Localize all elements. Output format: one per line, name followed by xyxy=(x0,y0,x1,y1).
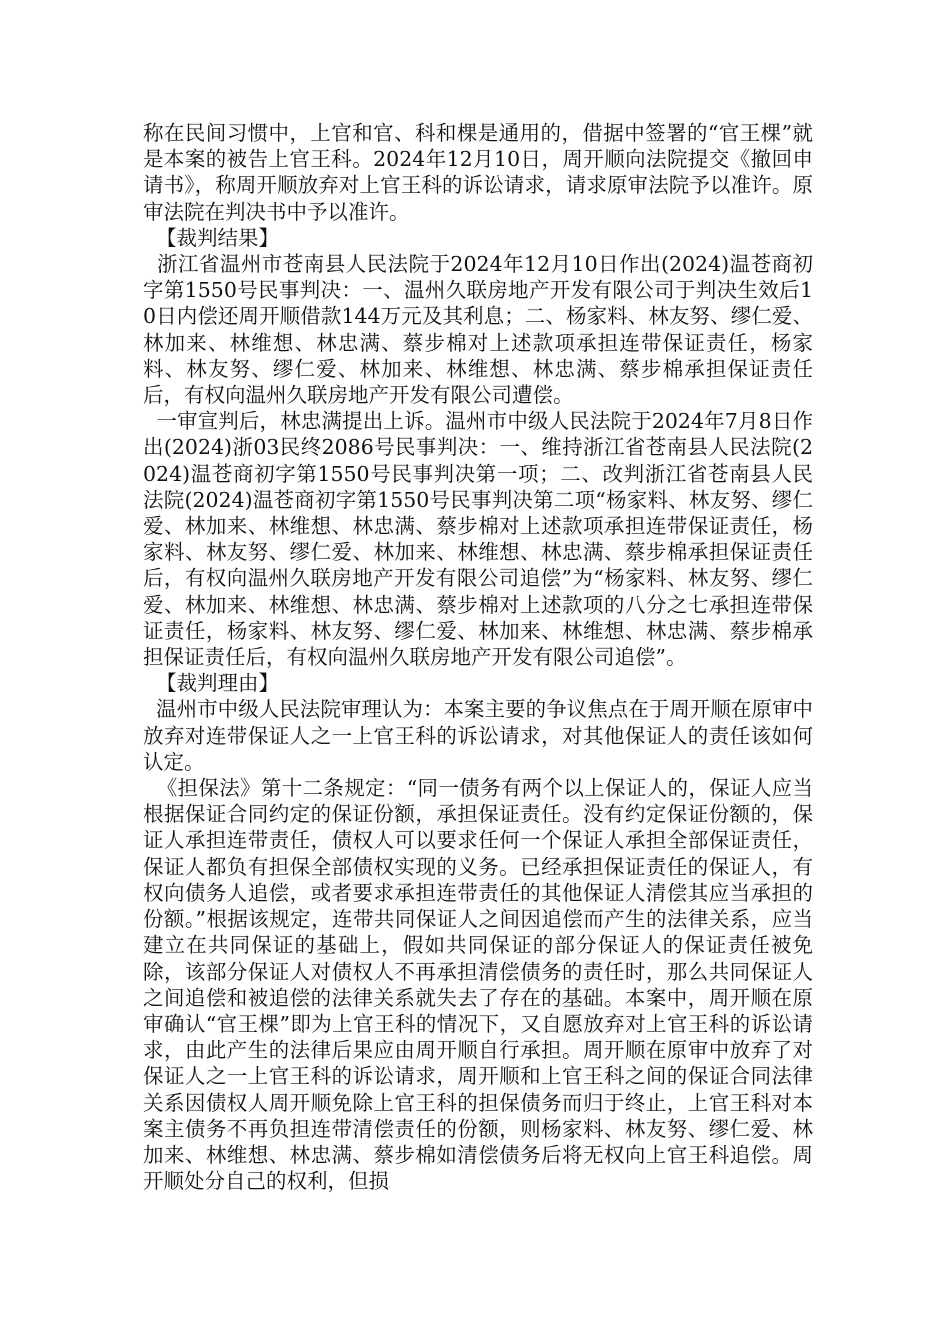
paragraph-court-view: 温州市中级人民法院审理认为：本案主要的争议焦点在于周开顺在原审中放弃对连带保证人之一上官王科的诉讼请求，对其他保证人的责任该如何认定。 xyxy=(143,697,813,774)
paragraph-appeal: 一审宣判后，林忠满提出上诉。温州市中级人民法院于2024年7月8日作出(2024)浙03民终2086号民事判决：一、维持浙江省苍南县人民法院(2024)温苍商初字第1550号民事判决第一项；二、改判浙江省苍南县人民法院(2024)温苍商初字第1550号民事判决第二项“杨家料、林友努、缪仁爱、林加来、林维想、林忠满、蔡步棉对上述款项承担连带保证责任，杨家料、林友努、缪仁爱、林加来、林维想、林忠满、蔡步棉承担保证责任后，有权向温州久联房地产开发有限公司追偿”为“杨家料、林友努、缪仁爱、林加来、林维想、林忠满、蔡步棉对上述款项的八分之七承担连带保证责任，杨家料、林友努、缪仁爱、林加来、林维想、林忠满、蔡步棉承担保证责任后，有权向温州久联房地产开发有限公司追偿”。 xyxy=(143,409,813,670)
heading-judgment-reason: 【裁判理由】 xyxy=(143,671,280,696)
heading-judgment-result: 【裁判结果】 xyxy=(143,225,280,250)
paragraph-first-instance: 浙江省温州市苍南县人民法院于2024年12月10日作出(2024)温苍商初字第1550号民事判决：一、温州久联房地产开发有限公司于判决生效后10日内偿还周开顺借款144万元及其利息；二、杨家料、林友努、缪仁爱、林加来、林维想、林忠满、蔡步棉对上述款项承担连带保证责任，杨家料、林友努、缪仁爱、林加来、林维想、林忠满、蔡步棉承担保证责任后，有权向温州久联房地产开发有限公司遭偿。 xyxy=(143,252,813,408)
document-body xyxy=(143,120,813,1194)
paragraph-intro: 称在民间习惯中，上官和官、科和棵是通用的，借据中签署的“官王棵”就是本案的被告上官王科。2024年12月10日，周开顺向法院提交《撤回申请书》，称周开顺放弃对上官王科的诉讼请求，请求原审法院予以准许。原审法院在判决书中予以准许。 xyxy=(143,121,813,224)
paragraph-guarantee-law: 《担保法》第十二条规定：“同一债务有两个以上保证人的，保证人应当根据保证合同约定的保证份额，承担保证责任。没有约定保证份额的，保证人承担连带责任，债权人可以要求任何一个保证人承担全部保证责任，保证人都负有担保全部债权实现的义务。已经承担保证责任的保证人，有权向债务人追偿，或者要求承担连带责任的其他保证人清偿其应当承担的份额。”根据该规定，连带共同保证人之间因追偿而产生的法律关系，应当建立在共同保证的基础上，假如共同保证的部分保证人的保证责任被免除，该部分保证人对债权人不再承担清偿债务的责任时，那么共同保证人之间追偿和被追偿的法律关系就失去了存在的基础。本案中，周开顺在原审确认“官王棵”即为上官王科的情况下，又自愿放弃对上官王科的诉讼请求，由此产生的法律后果应由周开顺自行承担。周开顺在原审中放弃了对保证人之一上官王科的诉讼请求，周开顺和上官王科之间的保证合同法律关系因债权人周开顺免除上官王科的担保债务而归于终止，上官王科对本案主债务不再负担连带清偿责任的份额，则杨家料、林友努、缪仁爱、林加来、林维想、林忠满、蔡步棉如清偿债务后将无权向上官王科追偿。周开顺处分自己的权利，但损 xyxy=(143,776,813,1194)
